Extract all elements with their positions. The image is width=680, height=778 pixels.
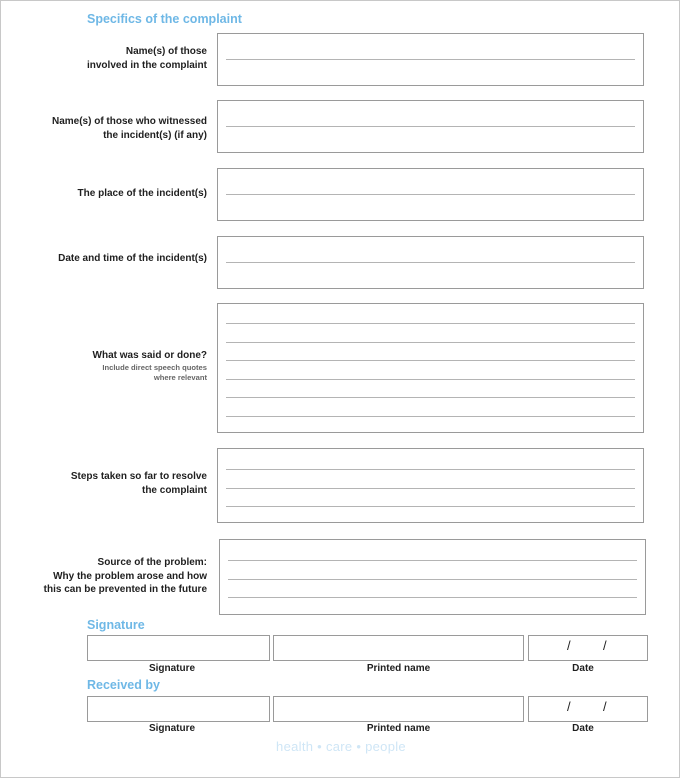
field-label-date-time: Date and time of the incident(s): [58, 253, 207, 264]
date-slash: /: [603, 638, 607, 653]
received-printed-name-input[interactable]: [273, 696, 524, 722]
date-slash: /: [567, 638, 571, 653]
date-input[interactable]: [528, 635, 648, 661]
writing-line: [226, 126, 635, 127]
what-was-said-field[interactable]: [217, 303, 644, 433]
field-label-said-done-main: What was said or done?: [92, 350, 207, 361]
received-date-input[interactable]: [528, 696, 648, 722]
writing-line: [226, 379, 635, 380]
signature-caption: Signature: [148, 663, 196, 674]
field-label-place: The place of the incident(s): [77, 188, 207, 199]
writing-line: [228, 579, 637, 580]
field-label-witnesses: Name(s) of those who witnessed the incident(s) (if any): [51, 116, 207, 141]
writing-line: [228, 597, 637, 598]
witness-names-field[interactable]: [217, 100, 644, 153]
field-sublabel-speech-quotes: Include direct speech quotes where relevant: [102, 362, 207, 382]
received-signature-caption: Signature: [148, 723, 196, 734]
writing-line: [226, 469, 635, 470]
printed-name-input[interactable]: [273, 635, 524, 661]
writing-line: [226, 397, 635, 398]
problem-source-field[interactable]: [219, 539, 646, 615]
printed-name-caption: Printed name: [366, 663, 431, 674]
incident-place-field[interactable]: [217, 168, 644, 221]
complaint-section-title: Specifics of the complaint: [87, 12, 242, 26]
signature-section-title: Signature: [87, 618, 145, 632]
involved-names-field[interactable]: [217, 33, 644, 86]
field-label-steps-taken: Steps taken so far to resolve the complaint: [70, 471, 207, 496]
writing-line: [226, 59, 635, 60]
received-by-section-title: Received by: [87, 678, 160, 692]
signature-input[interactable]: [87, 635, 270, 661]
received-printed-name-caption: Printed name: [366, 723, 431, 734]
writing-line: [226, 360, 635, 361]
writing-line: [226, 194, 635, 195]
writing-line: [226, 416, 635, 417]
writing-line: [226, 506, 635, 507]
writing-line: [226, 262, 635, 263]
writing-line: [226, 323, 635, 324]
footer-tagline: health • care • people: [276, 739, 406, 754]
writing-line: [228, 560, 637, 561]
date-slash: /: [567, 699, 571, 714]
field-label-involved: Name(s) of those involved in the complaint: [86, 46, 207, 71]
field-label-source-problem: Source of the problem: Why the problem arose and how this can be prevented in the future: [43, 557, 207, 595]
writing-line: [226, 488, 635, 489]
steps-taken-field[interactable]: [217, 448, 644, 523]
date-slash: /: [603, 699, 607, 714]
received-date-caption: Date: [572, 723, 594, 734]
field-label-said-done: [7, 349, 207, 383]
writing-line: [226, 342, 635, 343]
received-signature-input[interactable]: [87, 696, 270, 722]
incident-date-time-field[interactable]: [217, 236, 644, 289]
date-caption: Date: [572, 663, 594, 674]
